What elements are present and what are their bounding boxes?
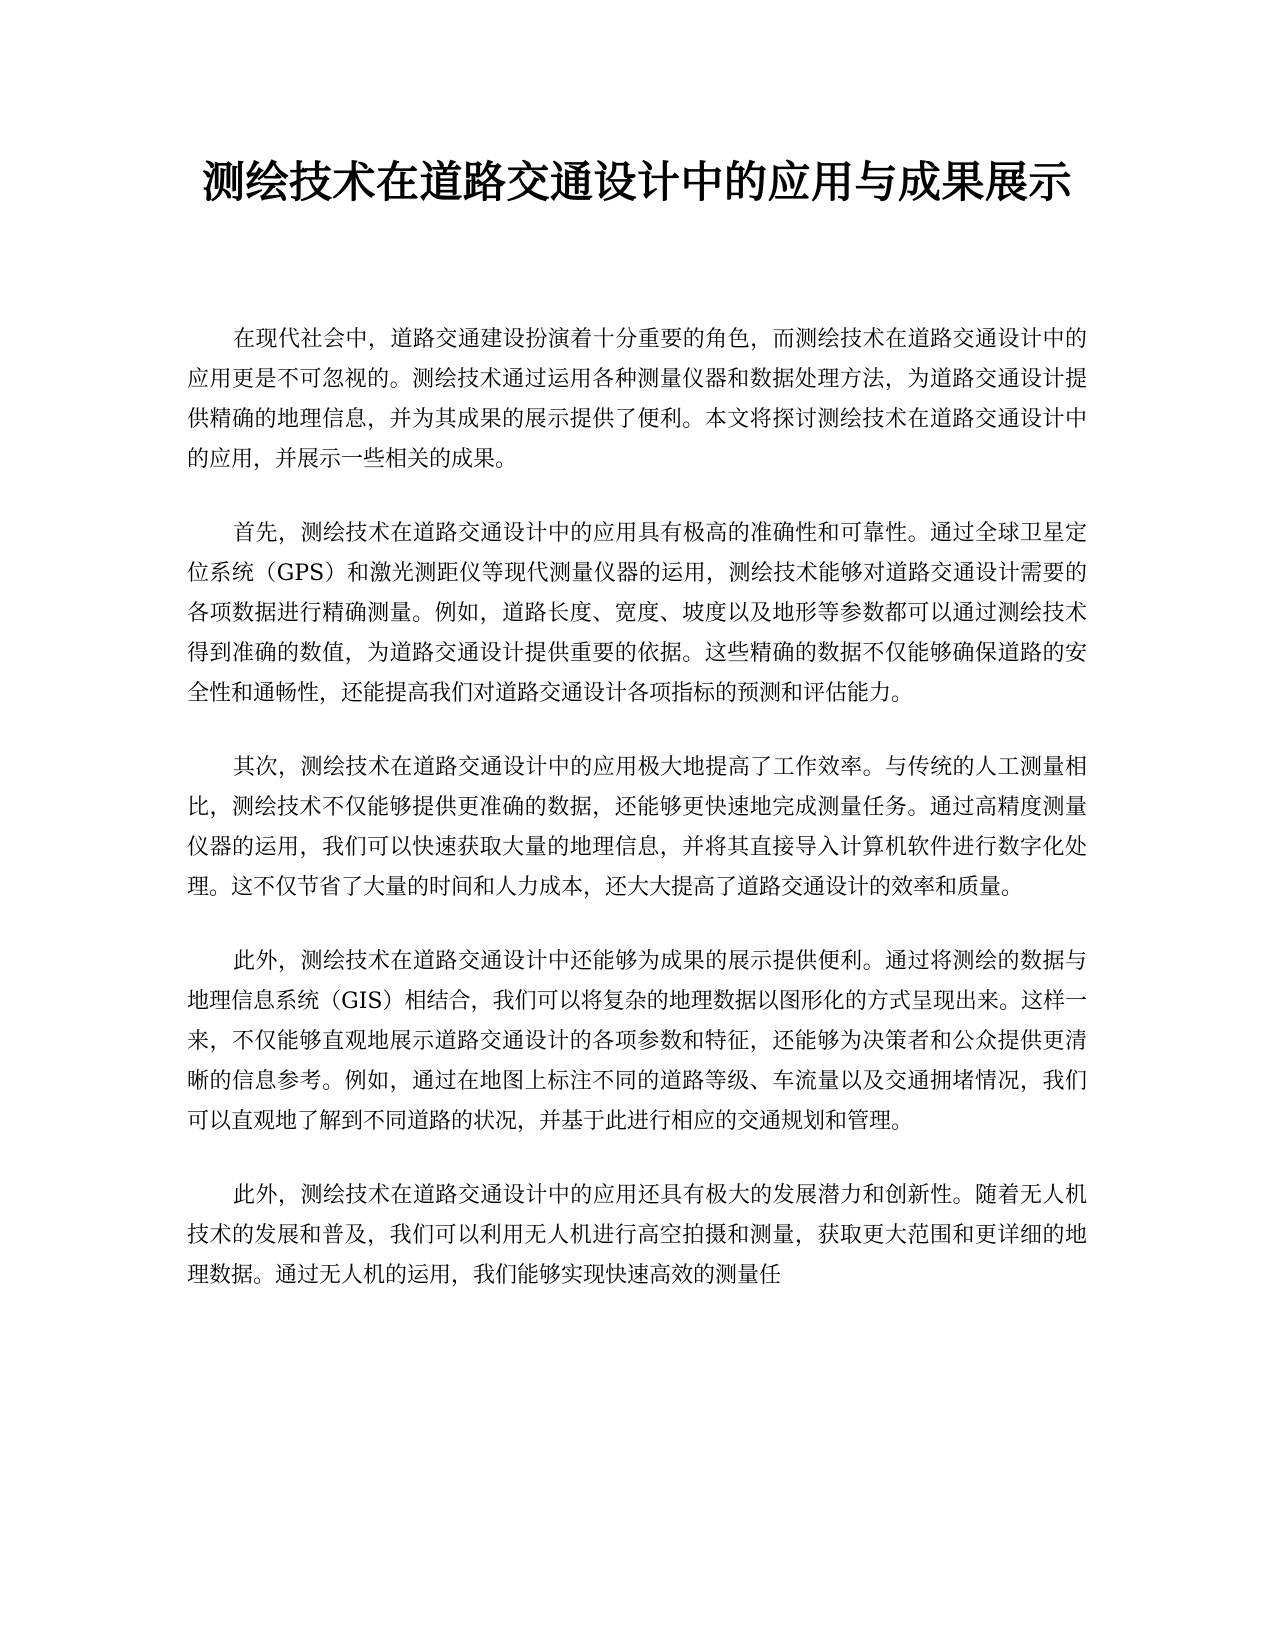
document-title: 测绘技术在道路交通设计中的应用与成果展示 — [202, 158, 1072, 208]
document-body — [187, 320, 1087, 1330]
paragraph-efficiency: 其次，测绘技术在道路交通设计中的应用极大地提高了工作效率。与传统的人工测量相比，测绘技术不仅能够提供更准确的数据，还能够更快速地完成测量任务。通过高精度测量仪器的运用，我们可以快速获取大量的地理信息，并将其直接导入计算机软件进行数字化处理。这不仅节省了大量的时间和人力成本，还大大提高了道路交通设计的效率和质量。 — [187, 755, 1087, 900]
paragraph-intro: 在现代社会中，道路交通建设扮演着十分重要的角色，而测绘技术在道路交通设计中的应用更是不可忽视的。测绘技术通过运用各种测量仪器和数据处理方法，为道路交通设计提供精确的地理信息，并为其成果的展示提供了便利。本文将探讨测绘技术在道路交通设计中的应用，并展示一些相关的成果。 — [187, 327, 1087, 472]
paragraph-innovation: 此外，测绘技术在道路交通设计中的应用还具有极大的发展潜力和创新性。随着无人机技术的发展和普及，我们可以利用无人机进行高空拍摄和测量，获取更大范围和更详细的地理数据。通过无人机的运用，我们能够实现快速高效的测量任 — [187, 1183, 1087, 1288]
paragraph-presentation: 此外，测绘技术在道路交通设计中还能够为成果的展示提供便利。通过将测绘的数据与地理信息系统（GIS）相结合，我们可以将复杂的地理数据以图形化的方式呈现出来。这样一来，不仅能够直观地展示道路交通设计的各项参数和特征，还能够为决策者和公众提供更清晰的信息参考。例如，通过在地图上标注不同的道路等级、车流量以及交通拥堵情况，我们可以直观地了解到不同道路的状况，并基于此进行相应的交通规划和管理。 — [187, 949, 1087, 1134]
paragraph-accuracy: 首先，测绘技术在道路交通设计中的应用具有极高的准确性和可靠性。通过全球卫星定位系统（GPS）和激光测距仪等现代测量仪器的运用，测绘技术能够对道路交通设计需要的各项数据进行精确测量。例如，道路长度、宽度、坡度以及地形等参数都可以通过测绘技术得到准确的数值，为道路交通设计提供重要的依据。这些精确的数据不仅能够确保道路的安全性和通畅性，还能提高我们对道路交通设计各项指标的预测和评估能力。 — [187, 521, 1087, 706]
